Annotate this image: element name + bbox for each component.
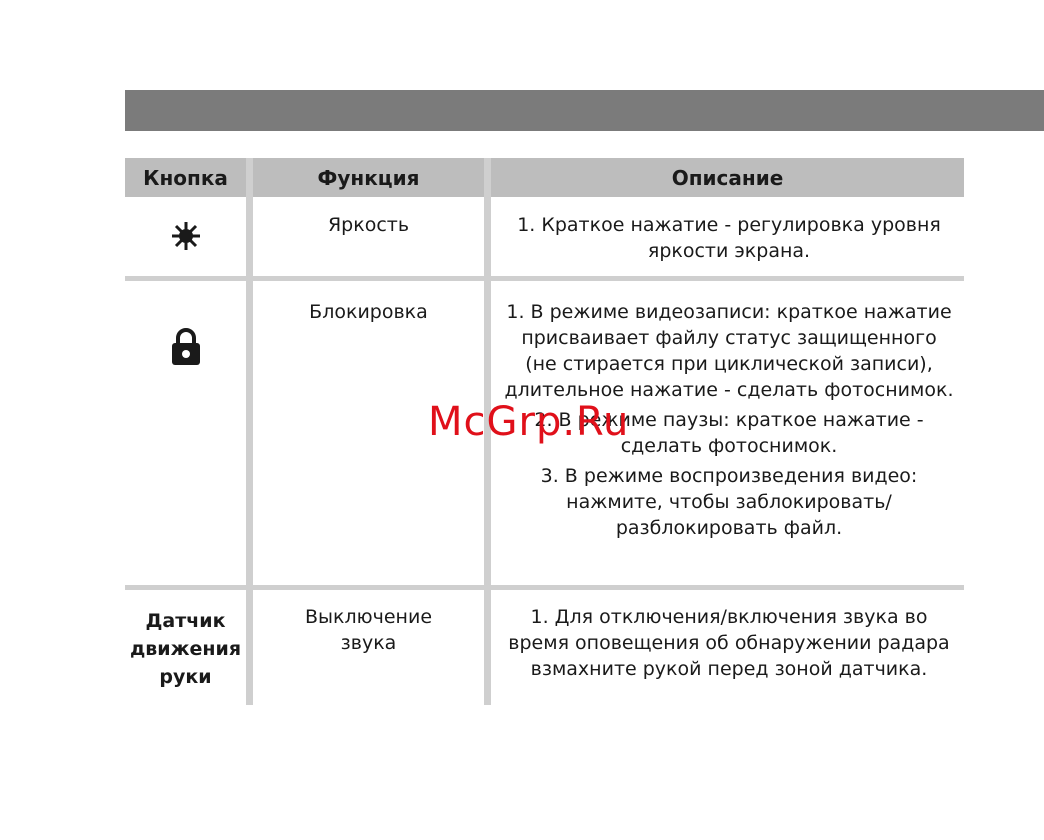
watermark: McGrp.Ru — [428, 399, 630, 445]
table-row-function: Выключение звука — [304, 606, 433, 654]
table-row-function: Блокировка — [309, 301, 428, 323]
row-separator — [125, 585, 964, 590]
description-paragraph: 3. В режиме воспроизведения видео: нажмите, чтобы заблокировать/разблокировать файл. — [540, 465, 918, 539]
row-separator — [125, 276, 964, 281]
section-header-bar — [125, 90, 1044, 131]
column-separator — [246, 158, 253, 705]
table-row-description — [503, 299, 955, 545]
description-paragraph: 2. В режиме паузы: краткое нажатие - сделать фотоснимок. — [534, 409, 924, 457]
description-paragraph: 1. В режиме видеозаписи: краткое нажатие присваивает файлу статус защищенного (не стирается при циклической записи), длительное нажатие - сделать фотоснимок. — [504, 301, 954, 401]
header-description: Описание — [491, 158, 964, 197]
header-function: Функция — [253, 158, 484, 197]
table-row-description — [503, 604, 955, 686]
brightness-icon — [171, 221, 201, 255]
table-row-button — [125, 328, 246, 370]
column-separator — [484, 158, 491, 705]
description-paragraph: 1. Краткое нажатие - регулировка уровня яркости экрана. — [517, 214, 941, 262]
hand-sensor-label: Датчик движения руки — [129, 610, 242, 688]
buttons-table — [125, 158, 964, 705]
table-row-button — [125, 214, 246, 262]
header-button: Кнопка — [125, 158, 246, 197]
table-row-button — [125, 604, 246, 694]
table-row-function: Яркость — [327, 214, 410, 236]
table-row-description — [503, 212, 955, 268]
description-paragraph: 1. Для отключения/включения звука во время оповещения об обнаружении радара взмахните рукой перед зоной датчика. — [508, 606, 950, 680]
lock-icon — [170, 327, 202, 371]
